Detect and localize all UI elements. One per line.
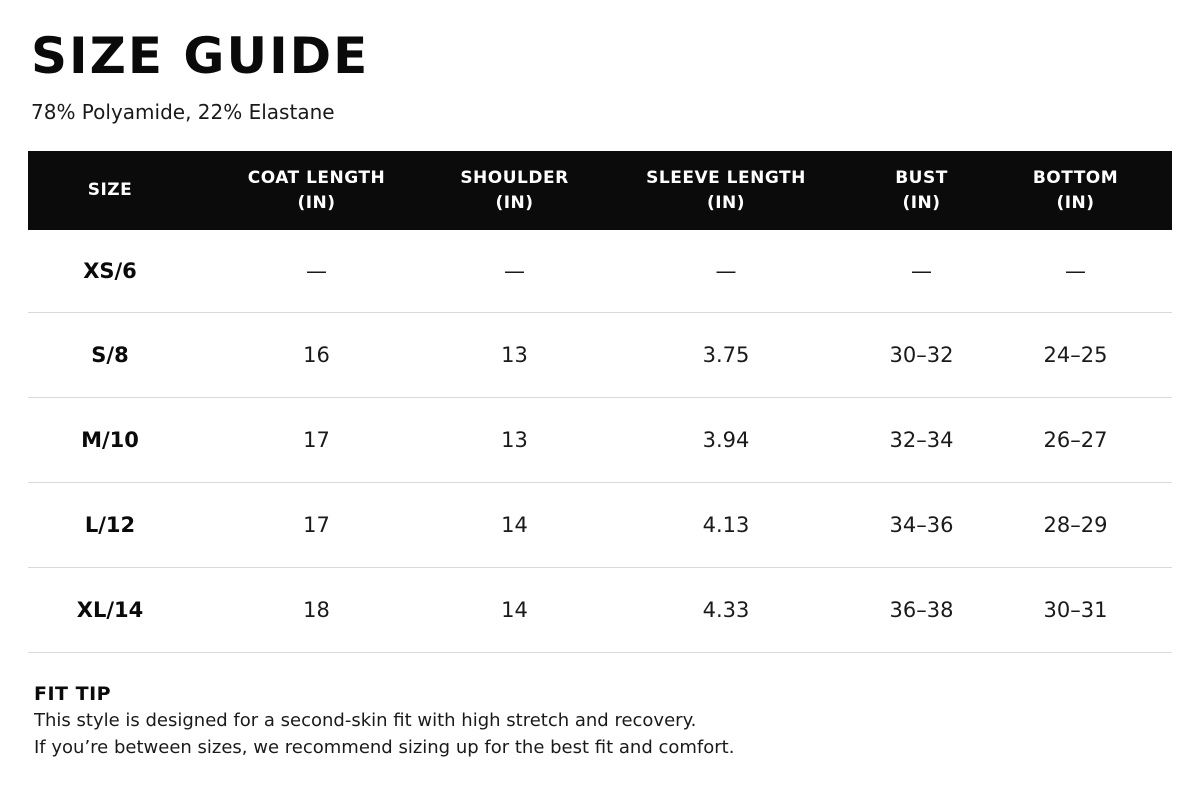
- bust-cell: 30–32: [889, 342, 954, 367]
- coat-length-cell: —: [306, 258, 327, 283]
- header-label: BUST: [895, 167, 948, 188]
- sleeve-length-cell: 4.13: [702, 512, 750, 537]
- header-label: SHOULDER: [460, 167, 569, 188]
- fit-tip: [34, 681, 734, 761]
- sleeve-length-cell: 4.33: [702, 597, 750, 622]
- coat-length-cell: 17: [303, 512, 330, 537]
- header-label: SLEEVE LENGTH: [646, 167, 806, 188]
- table-row: [28, 312, 1172, 397]
- bust-cell: 32–34: [889, 427, 954, 452]
- header-size: [28, 151, 192, 230]
- header-bust: [864, 151, 979, 230]
- header-unit: (IN): [297, 192, 336, 213]
- header-label: COAT LENGTH: [247, 167, 386, 188]
- sleeve-length-cell: —: [715, 258, 737, 283]
- size-cell: L/12: [84, 512, 136, 537]
- coat-length-cell: 16: [303, 342, 330, 367]
- header-coat-length: [192, 151, 441, 230]
- header-unit: (IN): [706, 192, 746, 213]
- bottom-cell: 30–31: [1043, 597, 1108, 622]
- size-cell: S/8: [91, 342, 129, 367]
- table-row: [28, 397, 1172, 482]
- bust-cell: —: [911, 258, 932, 283]
- table-header-row: [28, 151, 1172, 230]
- coat-length-cell: 17: [303, 427, 330, 452]
- header-shoulder: [441, 151, 588, 230]
- header-unit: (IN): [1056, 192, 1095, 213]
- bottom-cell: 28–29: [1043, 512, 1108, 537]
- page-title: SIZE GUIDE: [31, 27, 370, 85]
- bottom-cell: —: [1065, 258, 1086, 283]
- shoulder-cell: 13: [501, 342, 528, 367]
- header-bottom: [979, 151, 1172, 230]
- shoulder-cell: 14: [501, 512, 528, 537]
- header-unit: (IN): [495, 192, 534, 213]
- sleeve-length-cell: 3.94: [702, 427, 750, 452]
- size-cell: XS/6: [83, 258, 137, 283]
- table-row: [28, 567, 1172, 652]
- size-cell: M/10: [81, 427, 139, 452]
- header-label: BOTTOM: [1032, 167, 1119, 188]
- fabric-composition: 78% Polyamide, 22% Elastane: [31, 100, 335, 124]
- fit-tip-heading: FIT TIP: [34, 683, 112, 705]
- shoulder-cell: —: [504, 258, 525, 283]
- sleeve-length-cell: 3.75: [702, 342, 750, 367]
- bottom-cell: 26–27: [1043, 427, 1108, 452]
- bust-cell: 36–38: [889, 597, 954, 622]
- header-unit: (IN): [902, 192, 941, 213]
- size-table: [28, 151, 1172, 653]
- coat-length-cell: 18: [303, 597, 330, 622]
- table-row: [28, 230, 1172, 312]
- fit-tip-text: If you’re between sizes, we recommend sizing up for the best fit and comfort.: [34, 737, 735, 758]
- size-cell: XL/14: [76, 597, 144, 622]
- header-label: SIZE: [87, 180, 133, 200]
- bust-cell: 34–36: [889, 512, 954, 537]
- table-row: [28, 482, 1172, 567]
- shoulder-cell: 13: [501, 427, 528, 452]
- shoulder-cell: 14: [501, 597, 528, 622]
- header-sleeve-length: [588, 151, 864, 230]
- bottom-cell: 24–25: [1043, 342, 1108, 367]
- fit-tip-text: This style is designed for a second-skin fit with high stretch and recovery.: [34, 710, 697, 731]
